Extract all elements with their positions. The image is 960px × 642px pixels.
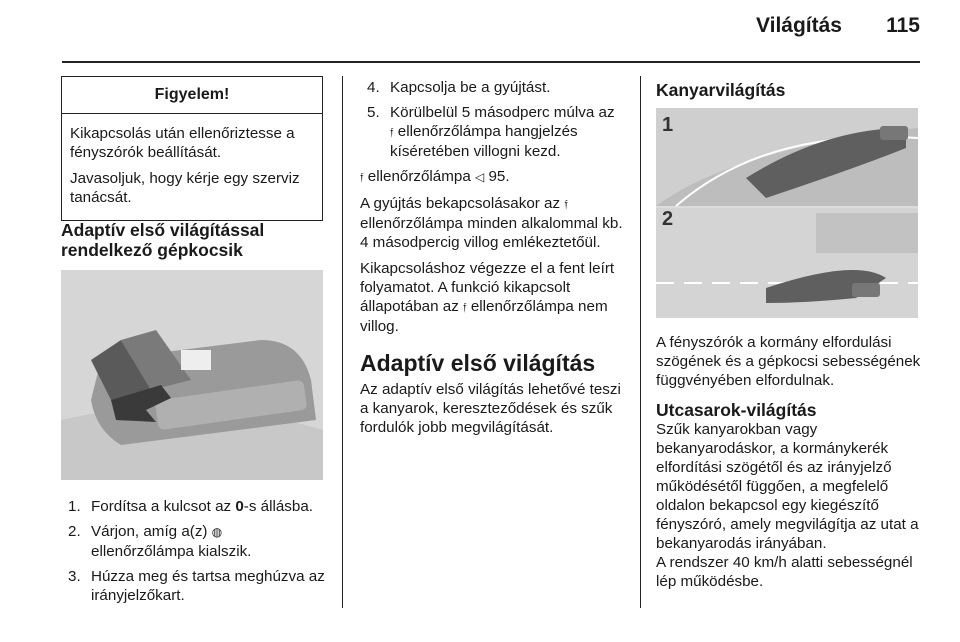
page-reference-arrow-icon: ◁ [475, 170, 485, 184]
page-number: 115 [886, 14, 920, 37]
warning-paragraph-1: Kikapcsolás után ellenőriztesse a fényszórók beállítását. [70, 125, 295, 161]
afl-warning-lamp-icon: 𝔣 [564, 197, 568, 211]
turn-signal-lever-image [61, 270, 323, 480]
page-reference: 𝔣 ellenőrzőlámpa ◁ 95. [360, 168, 510, 185]
middle-column [360, 78, 628, 444]
page-header-title: Világítás [756, 14, 842, 37]
paragraph-adaptive-lighting: Az adaptív első világítás lehetővé teszi a kanyarok, kereszteződések és szűk fordulók jobb megvilágítását. [360, 381, 621, 436]
section-heading-adaptive-lighting: Adaptív első világítás [360, 350, 596, 376]
paragraph-ignition: A gyújtás bekapcsolásakor az 𝔣 ellenőrzőlámpa minden alkalommal kb. 4 másodpercig villog emlékeztetőül. [360, 195, 623, 251]
left-steps [68, 497, 330, 611]
illustration-label-1: 1 [662, 114, 674, 136]
left-column [61, 220, 326, 260]
section-heading-curve-lighting: Kanyarvilágítás [656, 80, 786, 100]
step-3: 3. Húzza meg és tartsa meghúzva az irányjelzőkart. [68, 568, 325, 604]
paragraph-curve-lighting: A fényszórók a kormány elfordulási szögének és a gépkocsi sebességének függvényében elfordulnak. [656, 334, 921, 389]
warning-box [61, 76, 323, 221]
right-column-bottom [656, 333, 924, 598]
step-2: 2. Várjon, amíg a(z) ◍ ellenőrzőlámpa kialszik. [68, 523, 252, 560]
curve-lighting-illustration [656, 108, 918, 318]
paragraph-corner-lighting: Szűk kanyarokban vagy bekanyarodáskor, a kormánykerék elfordítási szögétől és az irányjelző működésétől függően, a megfelelő oldalon bekapcsol egy kiegészítő fényszóró, amely megvilágítja az utat a bekanyarodás irányában. [656, 421, 919, 552]
column-divider-2 [640, 76, 641, 608]
step-5: 5. Körülbelül 5 másodperc múlva az 𝔣 ellenőrzőlámpa hangjelzés kíséretében villogni kezd. [367, 104, 615, 160]
indicator-lamp-icon: ◍ [211, 525, 223, 539]
afl-warning-lamp-icon: 𝔣 [360, 170, 364, 184]
section-heading-adaptive-vehicles: Adaptív első világítással rendelkező gépkocsik [61, 220, 265, 260]
paragraph-deactivate: Kikapcsoláshoz végezze el a fent leírt folyamatot. A funkció kikapcsolt állapotában az 𝔣 ellenőrzőlámpa nem villog. [360, 260, 615, 335]
illustration-label-2: 2 [662, 208, 674, 230]
header-rule [62, 61, 920, 63]
afl-warning-lamp-icon: 𝔣 [463, 300, 467, 314]
afl-warning-lamp-icon: 𝔣 [390, 125, 394, 139]
warning-paragraph-2: Javasoljuk, hogy kérje egy szerviz tanácsát. [70, 170, 300, 206]
paragraph-speed-limit: A rendszer 40 km/h alatti sebességnél lép működésbe. [656, 554, 913, 590]
section-heading-corner-lighting: Utcasarok-világítás [656, 400, 817, 420]
warning-body [62, 114, 322, 220]
right-column-top [656, 80, 921, 100]
step-4: 4. Kapcsolja be a gyújtást. [367, 79, 551, 96]
step-1: 1. Fordítsa a kulcsot az 0-s állásba. [68, 498, 314, 515]
warning-heading: Figyelem! [62, 77, 322, 114]
column-divider-1 [342, 76, 343, 608]
